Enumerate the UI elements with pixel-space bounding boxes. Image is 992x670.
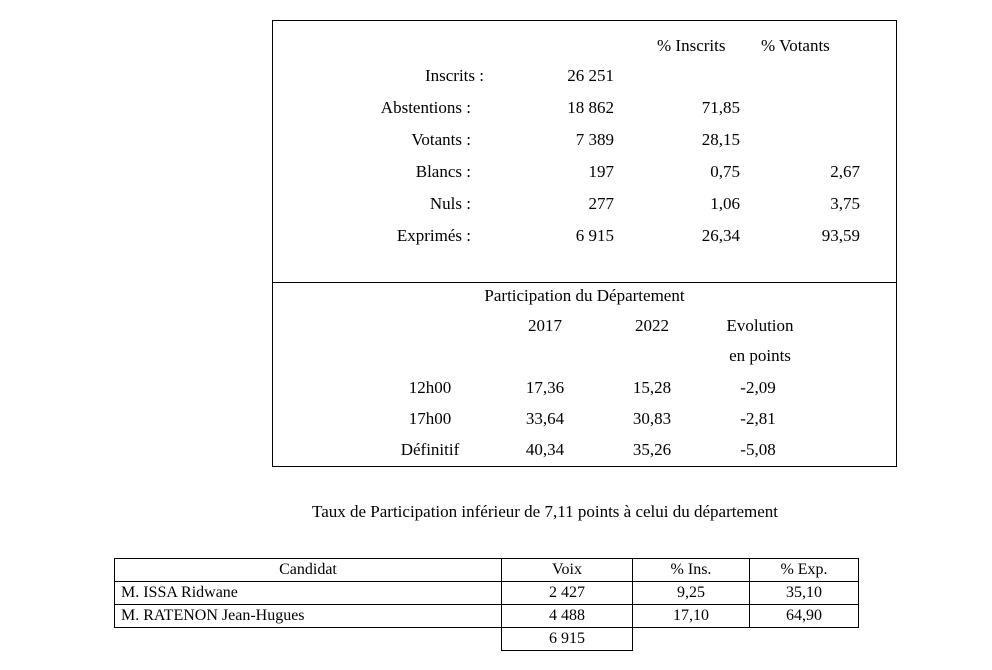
row-pct-inscrits: 71,85 [701,98,740,117]
row-value: 18 862 [567,98,614,117]
row-value: 7 389 [575,130,614,149]
header-pct-ins: % Ins. [633,559,750,582]
total-voix: 6 915 [502,628,633,651]
participation-title: Participation du Département [484,286,685,305]
header-pct-exp: % Exp. [750,559,859,582]
row-pct-inscrits: 1,06 [710,194,740,213]
row-value: 277 [588,194,614,213]
candidate-pct-exp: 64,90 [750,605,859,628]
header-2022: 2022 [635,316,669,335]
row-label: Nuls : [429,194,471,213]
row-evolution: -2,81 [740,409,776,428]
table-total-row [115,628,859,651]
header-voix: Voix [502,559,633,582]
row-2017: 17,36 [525,378,565,397]
row-pct-inscrits: 26,34 [701,226,740,245]
row-2022: 30,83 [632,409,672,428]
row-pct-votants: 93,59 [821,226,860,245]
header-candidat: Candidat [115,559,502,582]
header-pct-inscrits: % Inscrits [657,36,726,55]
table-header-row [115,559,859,582]
row-2022: 35,26 [632,440,672,459]
candidate-voix: 2 427 [502,582,633,605]
candidate-pct-ins: 9,25 [633,582,750,605]
row-pct-inscrits: 0,75 [710,162,740,181]
row-pct-votants: 3,75 [830,194,860,213]
row-time: 12h00 [408,378,452,397]
candidate-voix: 4 488 [502,605,633,628]
row-value: 197 [588,162,614,181]
row-evolution: -5,08 [740,440,776,459]
row-2022: 15,28 [632,378,672,397]
blank-cell [633,628,750,651]
row-label: Inscrits : [424,66,484,85]
table-row [115,605,859,628]
row-pct-inscrits: 28,15 [701,130,740,149]
row-value: 6 915 [575,226,614,245]
candidate-name: M. ISSA Ridwane [115,582,502,605]
row-label: Abstentions : [380,98,471,117]
candidate-pct-exp: 35,10 [750,582,859,605]
participation-note: Taux de Participation inférieur de 7,11 points à celui du département [312,502,778,521]
candidate-pct-ins: 17,10 [633,605,750,628]
row-2017: 40,34 [525,440,565,459]
row-label: Votants : [411,130,471,149]
row-evolution: -2,09 [740,378,776,397]
blank-cell [750,628,859,651]
row-value: 26 251 [567,66,614,85]
row-pct-votants: 2,67 [830,162,860,181]
blank-cell [115,628,502,651]
header-2017: 2017 [528,316,562,335]
header-evolution: Evolution [726,316,794,335]
candidates-table [114,558,859,651]
header-en-points: en points [729,346,791,365]
row-2017: 33,64 [525,409,565,428]
row-time: Définitif [400,440,460,459]
header-pct-votants: % Votants [761,36,830,55]
table-row [115,582,859,605]
row-label: Blancs : [415,162,471,181]
candidate-name: M. RATENON Jean-Hugues [115,605,502,628]
row-label: Exprimés : [396,226,471,245]
row-time: 17h00 [408,409,452,428]
